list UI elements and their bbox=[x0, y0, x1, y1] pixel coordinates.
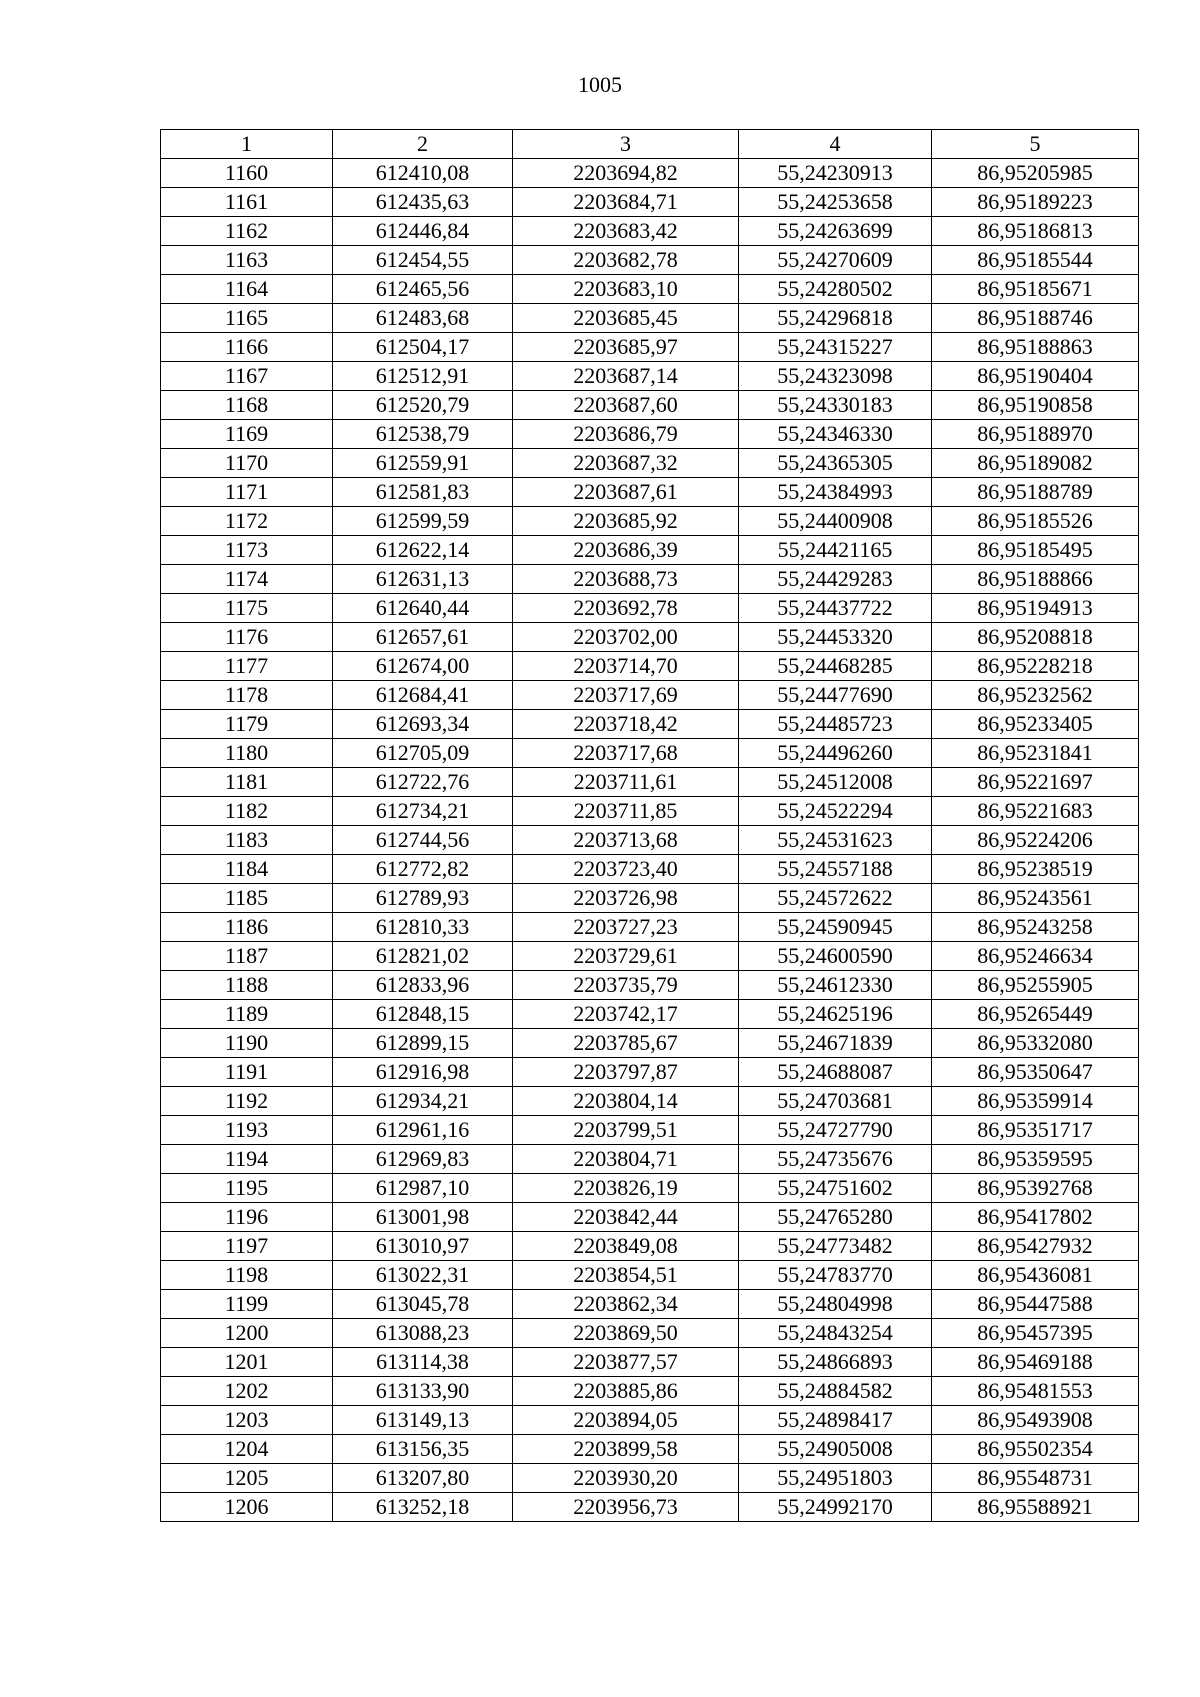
table-cell-col-1: 1177 bbox=[161, 652, 333, 681]
table-row bbox=[161, 275, 1139, 304]
table-cell-col-3: 2203694,82 bbox=[513, 159, 739, 188]
table-cell-col-2: 613001,98 bbox=[333, 1203, 513, 1232]
table-cell-col-3: 2203685,92 bbox=[513, 507, 739, 536]
table-cell-col-4: 55,24512008 bbox=[739, 768, 932, 797]
table-cell-col-1: 1176 bbox=[161, 623, 333, 652]
table-cell-col-5: 86,95188789 bbox=[932, 478, 1139, 507]
table-cell-col-1: 1164 bbox=[161, 275, 333, 304]
table-cell-col-4: 55,24522294 bbox=[739, 797, 932, 826]
table-cell-col-4: 55,24727790 bbox=[739, 1116, 932, 1145]
table-row bbox=[161, 1145, 1139, 1174]
table-cell-col-3: 2203714,70 bbox=[513, 652, 739, 681]
table-row bbox=[161, 971, 1139, 1000]
table-cell-col-5: 86,95392768 bbox=[932, 1174, 1139, 1203]
table-cell-col-4: 55,24992170 bbox=[739, 1493, 932, 1522]
table-cell-col-2: 612833,96 bbox=[333, 971, 513, 1000]
table-cell-col-4: 55,24346330 bbox=[739, 420, 932, 449]
table-cell-col-1: 1180 bbox=[161, 739, 333, 768]
table-cell-col-5: 86,95233405 bbox=[932, 710, 1139, 739]
table-cell-col-2: 613010,97 bbox=[333, 1232, 513, 1261]
table-cell-col-5: 86,95205985 bbox=[932, 159, 1139, 188]
table-cell-col-5: 86,95194913 bbox=[932, 594, 1139, 623]
table-cell-col-3: 2203688,73 bbox=[513, 565, 739, 594]
table-row bbox=[161, 246, 1139, 275]
table-cell-col-5: 86,95447588 bbox=[932, 1290, 1139, 1319]
table-cell-col-2: 612744,56 bbox=[333, 826, 513, 855]
coordinates-table bbox=[160, 129, 1139, 1522]
table-cell-col-1: 1186 bbox=[161, 913, 333, 942]
table-cell-col-2: 612435,63 bbox=[333, 188, 513, 217]
page-number: 1005 bbox=[578, 72, 622, 97]
table-cell-col-5: 86,95190858 bbox=[932, 391, 1139, 420]
table-cell-col-4: 55,24365305 bbox=[739, 449, 932, 478]
table-cell-col-2: 612969,83 bbox=[333, 1145, 513, 1174]
table-cell-col-4: 55,24330183 bbox=[739, 391, 932, 420]
table-cell-col-4: 55,24600590 bbox=[739, 942, 932, 971]
table-cell-col-3: 2203686,39 bbox=[513, 536, 739, 565]
table-cell-col-3: 2203804,14 bbox=[513, 1087, 739, 1116]
table-row bbox=[161, 1232, 1139, 1261]
table-cell-col-1: 1170 bbox=[161, 449, 333, 478]
table-cell-col-1: 1182 bbox=[161, 797, 333, 826]
table-cell-col-1: 1202 bbox=[161, 1377, 333, 1406]
table-cell-col-5: 86,95185495 bbox=[932, 536, 1139, 565]
table-cell-col-5: 86,95208818 bbox=[932, 623, 1139, 652]
table-cell-col-4: 55,24384993 bbox=[739, 478, 932, 507]
table-cell-col-3: 2203885,86 bbox=[513, 1377, 739, 1406]
table-cell-col-4: 55,24230913 bbox=[739, 159, 932, 188]
table-cell-col-3: 2203685,97 bbox=[513, 333, 739, 362]
table-cell-col-3: 2203683,10 bbox=[513, 275, 739, 304]
table-cell-col-3: 2203804,71 bbox=[513, 1145, 739, 1174]
table-cell-col-4: 55,24323098 bbox=[739, 362, 932, 391]
table-cell-col-5: 86,95350647 bbox=[932, 1058, 1139, 1087]
table-cell-col-4: 55,24429283 bbox=[739, 565, 932, 594]
table-row bbox=[161, 536, 1139, 565]
table-row bbox=[161, 159, 1139, 188]
table-cell-col-2: 612810,33 bbox=[333, 913, 513, 942]
table-cell-col-3: 2203894,05 bbox=[513, 1406, 739, 1435]
table-cell-col-2: 612599,59 bbox=[333, 507, 513, 536]
table-cell-col-1: 1192 bbox=[161, 1087, 333, 1116]
table-cell-col-3: 2203687,32 bbox=[513, 449, 739, 478]
table-cell-col-5: 86,95231841 bbox=[932, 739, 1139, 768]
table-cell-col-2: 612934,21 bbox=[333, 1087, 513, 1116]
table-row bbox=[161, 826, 1139, 855]
table-cell-col-5: 86,95351717 bbox=[932, 1116, 1139, 1145]
table-cell-col-1: 1195 bbox=[161, 1174, 333, 1203]
table-row bbox=[161, 1435, 1139, 1464]
table-row bbox=[161, 942, 1139, 971]
header-cell-1: 1 bbox=[161, 130, 333, 159]
table-row bbox=[161, 739, 1139, 768]
table-cell-col-2: 612504,17 bbox=[333, 333, 513, 362]
table-cell-col-1: 1204 bbox=[161, 1435, 333, 1464]
table-cell-col-4: 55,24253658 bbox=[739, 188, 932, 217]
table-cell-col-3: 2203930,20 bbox=[513, 1464, 739, 1493]
table-cell-col-4: 55,24572622 bbox=[739, 884, 932, 913]
table-cell-col-3: 2203683,42 bbox=[513, 217, 739, 246]
table-row bbox=[161, 652, 1139, 681]
table-row bbox=[161, 1377, 1139, 1406]
table-row bbox=[161, 623, 1139, 652]
table-row bbox=[161, 1406, 1139, 1435]
table-row bbox=[161, 855, 1139, 884]
table-cell-col-2: 612722,76 bbox=[333, 768, 513, 797]
table-cell-col-3: 2203687,61 bbox=[513, 478, 739, 507]
table-row bbox=[161, 565, 1139, 594]
table-cell-col-3: 2203723,40 bbox=[513, 855, 739, 884]
table-row bbox=[161, 594, 1139, 623]
table-cell-col-4: 55,24866893 bbox=[739, 1348, 932, 1377]
table-cell-col-2: 613133,90 bbox=[333, 1377, 513, 1406]
table-cell-col-4: 55,24437722 bbox=[739, 594, 932, 623]
table-cell-col-2: 612559,91 bbox=[333, 449, 513, 478]
table-cell-col-3: 2203729,61 bbox=[513, 942, 739, 971]
table-cell-col-4: 55,24751602 bbox=[739, 1174, 932, 1203]
table-cell-col-1: 1178 bbox=[161, 681, 333, 710]
table-row bbox=[161, 333, 1139, 362]
table-cell-col-4: 55,24612330 bbox=[739, 971, 932, 1000]
table-cell-col-4: 55,24884582 bbox=[739, 1377, 932, 1406]
table-cell-col-5: 86,95469188 bbox=[932, 1348, 1139, 1377]
table-row bbox=[161, 1290, 1139, 1319]
table-cell-col-4: 55,24703681 bbox=[739, 1087, 932, 1116]
table-cell-col-1: 1189 bbox=[161, 1000, 333, 1029]
table-cell-col-5: 86,95493908 bbox=[932, 1406, 1139, 1435]
table-cell-col-1: 1179 bbox=[161, 710, 333, 739]
table-cell-col-2: 612961,16 bbox=[333, 1116, 513, 1145]
table-row bbox=[161, 420, 1139, 449]
table-cell-col-5: 86,95188866 bbox=[932, 565, 1139, 594]
table-row bbox=[161, 188, 1139, 217]
table-row bbox=[161, 304, 1139, 333]
table-cell-col-1: 1168 bbox=[161, 391, 333, 420]
table-cell-col-5: 86,95185526 bbox=[932, 507, 1139, 536]
table-cell-col-2: 612987,10 bbox=[333, 1174, 513, 1203]
table-cell-col-5: 86,95228218 bbox=[932, 652, 1139, 681]
header-cell-3: 3 bbox=[513, 130, 739, 159]
table-cell-col-1: 1193 bbox=[161, 1116, 333, 1145]
table-cell-col-3: 2203711,61 bbox=[513, 768, 739, 797]
table-cell-col-5: 86,95188746 bbox=[932, 304, 1139, 333]
table-cell-col-2: 612465,56 bbox=[333, 275, 513, 304]
table-cell-col-5: 86,95190404 bbox=[932, 362, 1139, 391]
table-cell-col-1: 1185 bbox=[161, 884, 333, 913]
table-cell-col-5: 86,95359914 bbox=[932, 1087, 1139, 1116]
table-row bbox=[161, 884, 1139, 913]
table-cell-col-2: 612899,15 bbox=[333, 1029, 513, 1058]
table-cell-col-4: 55,24280502 bbox=[739, 275, 932, 304]
table-cell-col-4: 55,24468285 bbox=[739, 652, 932, 681]
table-cell-col-3: 2203797,87 bbox=[513, 1058, 739, 1087]
table-cell-col-1: 1181 bbox=[161, 768, 333, 797]
table-cell-col-3: 2203956,73 bbox=[513, 1493, 739, 1522]
table-cell-col-3: 2203682,78 bbox=[513, 246, 739, 275]
table-cell-col-1: 1184 bbox=[161, 855, 333, 884]
table-cell-col-2: 612705,09 bbox=[333, 739, 513, 768]
table-cell-col-1: 1175 bbox=[161, 594, 333, 623]
table-cell-col-3: 2203718,42 bbox=[513, 710, 739, 739]
table-cell-col-1: 1187 bbox=[161, 942, 333, 971]
table-cell-col-4: 55,24557188 bbox=[739, 855, 932, 884]
table-cell-col-5: 86,95332080 bbox=[932, 1029, 1139, 1058]
table-cell-col-3: 2203899,58 bbox=[513, 1435, 739, 1464]
table-cell-col-1: 1191 bbox=[161, 1058, 333, 1087]
table-cell-col-1: 1160 bbox=[161, 159, 333, 188]
table-cell-col-2: 612454,55 bbox=[333, 246, 513, 275]
table-cell-col-3: 2203717,68 bbox=[513, 739, 739, 768]
table-cell-col-2: 612916,98 bbox=[333, 1058, 513, 1087]
table-cell-col-1: 1165 bbox=[161, 304, 333, 333]
table-cell-col-1: 1161 bbox=[161, 188, 333, 217]
table-cell-col-3: 2203727,23 bbox=[513, 913, 739, 942]
table-cell-col-2: 612693,34 bbox=[333, 710, 513, 739]
table-cell-col-1: 1206 bbox=[161, 1493, 333, 1522]
table-cell-col-3: 2203785,67 bbox=[513, 1029, 739, 1058]
table-cell-col-5: 86,95221697 bbox=[932, 768, 1139, 797]
table-row bbox=[161, 1029, 1139, 1058]
table-cell-col-1: 1162 bbox=[161, 217, 333, 246]
table-cell-col-4: 55,24843254 bbox=[739, 1319, 932, 1348]
table-cell-col-1: 1205 bbox=[161, 1464, 333, 1493]
table-row bbox=[161, 1058, 1139, 1087]
header-row bbox=[161, 130, 1139, 159]
table-cell-col-2: 612640,44 bbox=[333, 594, 513, 623]
table-cell-col-1: 1166 bbox=[161, 333, 333, 362]
table-cell-col-4: 55,24453320 bbox=[739, 623, 932, 652]
table-cell-col-3: 2203687,14 bbox=[513, 362, 739, 391]
table-cell-col-1: 1203 bbox=[161, 1406, 333, 1435]
table-row bbox=[161, 391, 1139, 420]
table-cell-col-4: 55,24783770 bbox=[739, 1261, 932, 1290]
table-cell-col-3: 2203877,57 bbox=[513, 1348, 739, 1377]
header-cell-2: 2 bbox=[333, 130, 513, 159]
table-cell-col-5: 86,95417802 bbox=[932, 1203, 1139, 1232]
table-cell-col-4: 55,24765280 bbox=[739, 1203, 932, 1232]
table-cell-col-3: 2203684,71 bbox=[513, 188, 739, 217]
table-row bbox=[161, 1174, 1139, 1203]
table-cell-col-4: 55,24496260 bbox=[739, 739, 932, 768]
table-cell-col-5: 86,95243561 bbox=[932, 884, 1139, 913]
table-header bbox=[161, 130, 1139, 159]
table-cell-col-3: 2203711,85 bbox=[513, 797, 739, 826]
table-row bbox=[161, 362, 1139, 391]
table-cell-col-4: 55,24905008 bbox=[739, 1435, 932, 1464]
table-row bbox=[161, 449, 1139, 478]
table-cell-col-5: 86,95255905 bbox=[932, 971, 1139, 1000]
table-cell-col-2: 613114,38 bbox=[333, 1348, 513, 1377]
table-cell-col-1: 1163 bbox=[161, 246, 333, 275]
header-cell-5: 5 bbox=[932, 130, 1139, 159]
table-row bbox=[161, 797, 1139, 826]
table-cell-col-2: 612734,21 bbox=[333, 797, 513, 826]
table-cell-col-2: 612512,91 bbox=[333, 362, 513, 391]
table-cell-col-1: 1169 bbox=[161, 420, 333, 449]
table-cell-col-2: 613022,31 bbox=[333, 1261, 513, 1290]
table-cell-col-5: 86,95186813 bbox=[932, 217, 1139, 246]
table-row bbox=[161, 1348, 1139, 1377]
table-cell-col-2: 612622,14 bbox=[333, 536, 513, 565]
table-cell-col-2: 613156,35 bbox=[333, 1435, 513, 1464]
table-cell-col-3: 2203826,19 bbox=[513, 1174, 739, 1203]
table-cell-col-3: 2203799,51 bbox=[513, 1116, 739, 1145]
table-row bbox=[161, 507, 1139, 536]
table-cell-col-1: 1188 bbox=[161, 971, 333, 1000]
table-cell-col-5: 86,95548731 bbox=[932, 1464, 1139, 1493]
table-row bbox=[161, 1493, 1139, 1522]
table-cell-col-4: 55,24315227 bbox=[739, 333, 932, 362]
table-cell-col-1: 1173 bbox=[161, 536, 333, 565]
table-cell-col-2: 612446,84 bbox=[333, 217, 513, 246]
table-cell-col-2: 613045,78 bbox=[333, 1290, 513, 1319]
table-cell-col-2: 613252,18 bbox=[333, 1493, 513, 1522]
table-cell-col-1: 1171 bbox=[161, 478, 333, 507]
table-cell-col-4: 55,24735676 bbox=[739, 1145, 932, 1174]
table-cell-col-2: 612410,08 bbox=[333, 159, 513, 188]
table-cell-col-2: 612538,79 bbox=[333, 420, 513, 449]
table-cell-col-4: 55,24400908 bbox=[739, 507, 932, 536]
table-body bbox=[161, 159, 1139, 1522]
table-row bbox=[161, 913, 1139, 942]
table-cell-col-1: 1200 bbox=[161, 1319, 333, 1348]
table-cell-col-4: 55,24485723 bbox=[739, 710, 932, 739]
table-cell-col-3: 2203726,98 bbox=[513, 884, 739, 913]
table-cell-col-3: 2203869,50 bbox=[513, 1319, 739, 1348]
table-cell-col-3: 2203849,08 bbox=[513, 1232, 739, 1261]
table-cell-col-3: 2203686,79 bbox=[513, 420, 739, 449]
table-cell-col-5: 86,95238519 bbox=[932, 855, 1139, 884]
table-cell-col-5: 86,95221683 bbox=[932, 797, 1139, 826]
table-cell-col-2: 613149,13 bbox=[333, 1406, 513, 1435]
table-row bbox=[161, 768, 1139, 797]
table-cell-col-3: 2203735,79 bbox=[513, 971, 739, 1000]
table-cell-col-2: 613207,80 bbox=[333, 1464, 513, 1493]
table-row bbox=[161, 710, 1139, 739]
table-cell-col-2: 612631,13 bbox=[333, 565, 513, 594]
table-cell-col-1: 1183 bbox=[161, 826, 333, 855]
header-cell-4: 4 bbox=[739, 130, 932, 159]
table-row bbox=[161, 1464, 1139, 1493]
table-row bbox=[161, 217, 1139, 246]
table-cell-col-5: 86,95243258 bbox=[932, 913, 1139, 942]
table-cell-col-4: 55,24688087 bbox=[739, 1058, 932, 1087]
table-cell-col-4: 55,24951803 bbox=[739, 1464, 932, 1493]
table-cell-col-1: 1201 bbox=[161, 1348, 333, 1377]
table-cell-col-3: 2203692,78 bbox=[513, 594, 739, 623]
table-cell-col-2: 612821,02 bbox=[333, 942, 513, 971]
table-cell-col-5: 86,95502354 bbox=[932, 1435, 1139, 1464]
table-cell-col-1: 1198 bbox=[161, 1261, 333, 1290]
table-row bbox=[161, 1319, 1139, 1348]
table-cell-col-4: 55,24804998 bbox=[739, 1290, 932, 1319]
table-cell-col-1: 1199 bbox=[161, 1290, 333, 1319]
table-cell-col-3: 2203687,60 bbox=[513, 391, 739, 420]
table-cell-col-4: 55,24531623 bbox=[739, 826, 932, 855]
table-cell-col-2: 612483,68 bbox=[333, 304, 513, 333]
table-cell-col-1: 1197 bbox=[161, 1232, 333, 1261]
table-cell-col-1: 1174 bbox=[161, 565, 333, 594]
table-cell-col-5: 86,95588921 bbox=[932, 1493, 1139, 1522]
table-cell-col-5: 86,95481553 bbox=[932, 1377, 1139, 1406]
table-cell-col-3: 2203685,45 bbox=[513, 304, 739, 333]
table-row bbox=[161, 478, 1139, 507]
table-row bbox=[161, 1000, 1139, 1029]
table-cell-col-2: 612684,41 bbox=[333, 681, 513, 710]
table-cell-col-2: 612848,15 bbox=[333, 1000, 513, 1029]
table-cell-col-3: 2203713,68 bbox=[513, 826, 739, 855]
table-cell-col-5: 86,95427932 bbox=[932, 1232, 1139, 1261]
table-cell-col-2: 612772,82 bbox=[333, 855, 513, 884]
table-cell-col-4: 55,24477690 bbox=[739, 681, 932, 710]
table-cell-col-4: 55,24421165 bbox=[739, 536, 932, 565]
table-cell-col-4: 55,24270609 bbox=[739, 246, 932, 275]
table-cell-col-5: 86,95436081 bbox=[932, 1261, 1139, 1290]
table-cell-col-2: 612520,79 bbox=[333, 391, 513, 420]
table-cell-col-5: 86,95188863 bbox=[932, 333, 1139, 362]
table-cell-col-3: 2203854,51 bbox=[513, 1261, 739, 1290]
table-cell-col-2: 613088,23 bbox=[333, 1319, 513, 1348]
table-cell-col-3: 2203742,17 bbox=[513, 1000, 739, 1029]
table-cell-col-5: 86,95185544 bbox=[932, 246, 1139, 275]
table-cell-col-5: 86,95189223 bbox=[932, 188, 1139, 217]
table-cell-col-5: 86,95457395 bbox=[932, 1319, 1139, 1348]
table-cell-col-2: 612581,83 bbox=[333, 478, 513, 507]
table-cell-col-2: 612674,00 bbox=[333, 652, 513, 681]
table-row bbox=[161, 681, 1139, 710]
table-row bbox=[161, 1261, 1139, 1290]
table-cell-col-5: 86,95265449 bbox=[932, 1000, 1139, 1029]
table-cell-col-5: 86,95246634 bbox=[932, 942, 1139, 971]
table-cell-col-5: 86,95224206 bbox=[932, 826, 1139, 855]
table-row bbox=[161, 1116, 1139, 1145]
table-cell-col-1: 1196 bbox=[161, 1203, 333, 1232]
table-cell-col-3: 2203717,69 bbox=[513, 681, 739, 710]
table-cell-col-5: 86,95185671 bbox=[932, 275, 1139, 304]
table-cell-col-3: 2203702,00 bbox=[513, 623, 739, 652]
table-cell-col-1: 1190 bbox=[161, 1029, 333, 1058]
table-cell-col-4: 55,24296818 bbox=[739, 304, 932, 333]
table-cell-col-4: 55,24263699 bbox=[739, 217, 932, 246]
table-cell-col-5: 86,95188970 bbox=[932, 420, 1139, 449]
table-cell-col-1: 1194 bbox=[161, 1145, 333, 1174]
table-cell-col-2: 612789,93 bbox=[333, 884, 513, 913]
table-cell-col-4: 55,24590945 bbox=[739, 913, 932, 942]
table-cell-col-1: 1167 bbox=[161, 362, 333, 391]
table-cell-col-4: 55,24625196 bbox=[739, 1000, 932, 1029]
table-cell-col-4: 55,24671839 bbox=[739, 1029, 932, 1058]
table-cell-col-5: 86,95359595 bbox=[932, 1145, 1139, 1174]
table-cell-col-5: 86,95189082 bbox=[932, 449, 1139, 478]
table-cell-col-1: 1172 bbox=[161, 507, 333, 536]
table-row bbox=[161, 1203, 1139, 1232]
table-row bbox=[161, 1087, 1139, 1116]
table-cell-col-4: 55,24898417 bbox=[739, 1406, 932, 1435]
table-cell-col-2: 612657,61 bbox=[333, 623, 513, 652]
table-cell-col-3: 2203842,44 bbox=[513, 1203, 739, 1232]
table-cell-col-3: 2203862,34 bbox=[513, 1290, 739, 1319]
table-cell-col-5: 86,95232562 bbox=[932, 681, 1139, 710]
table-cell-col-4: 55,24773482 bbox=[739, 1232, 932, 1261]
